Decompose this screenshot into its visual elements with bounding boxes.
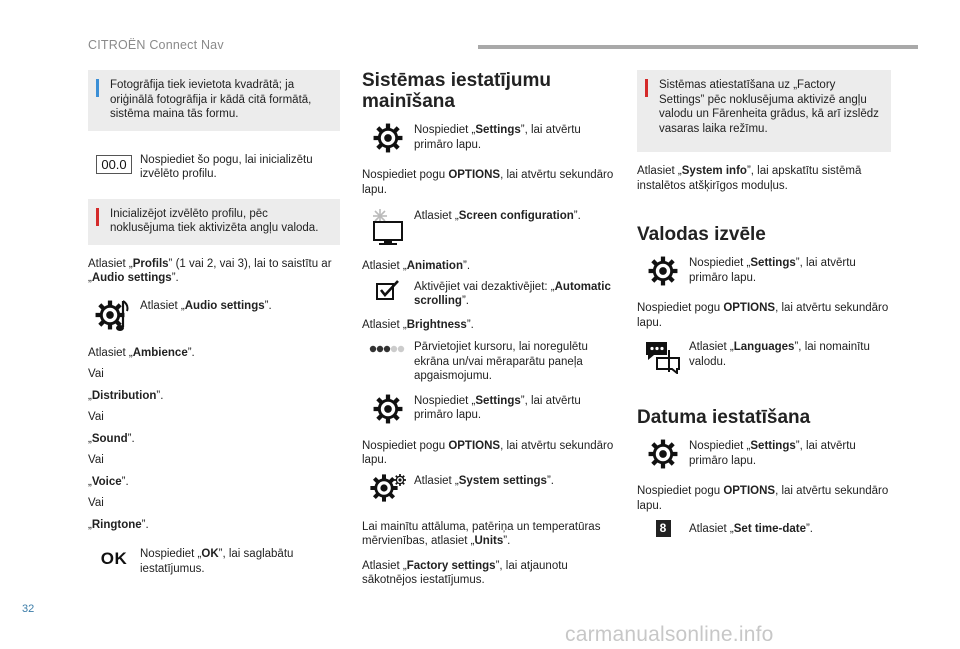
units-text: Lai mainītu attāluma, patēriņa un temperatūras mērvienības, atlasiet „Units”. bbox=[362, 520, 601, 547]
options-text: Nospiediet pogu OPTIONS, lai atvērtu sekundāro lapu. bbox=[637, 485, 889, 512]
column-2 bbox=[362, 70, 617, 588]
counter-row bbox=[88, 151, 340, 182]
system-settings-row bbox=[362, 472, 617, 506]
counter-text: Nospiediet šo pogu, lai inicializētu izvēlēto profilu. bbox=[140, 153, 313, 180]
section-title-language: Valodas izvēle bbox=[637, 224, 766, 245]
settings-row bbox=[637, 254, 891, 288]
auto-scroll-text: Aktivējiet vai dezaktivējiet: „Automatic scrolling”. bbox=[414, 280, 611, 307]
set-time-date-text: Atlasiet „Set time-date”. bbox=[689, 523, 813, 535]
sound-text: „Sound”. bbox=[88, 432, 135, 445]
column-3 bbox=[637, 70, 891, 537]
audio-settings-text: Atlasiet „Audio settings”. bbox=[140, 299, 272, 312]
brightness-slider-text: Pārvietojiet kursoru, lai noregulētu ekrāna un/vai mēraparātu paneļa apgaismojumu. bbox=[414, 341, 588, 382]
options-text: Nospiediet pogu OPTIONS, lai atvērtu sekundāro lapu. bbox=[362, 169, 614, 196]
screen-config-icon[interactable] bbox=[362, 207, 414, 247]
section-title-system: Sistēmas iestatījumu mainīšana bbox=[362, 70, 552, 112]
settings-text: Nospiediet „Settings”, lai atvērtu primāro lapu. bbox=[689, 257, 856, 284]
brightness-text: Atlasiet „Brightness”. bbox=[362, 318, 474, 331]
warning-marker-icon bbox=[96, 208, 99, 226]
auto-scroll-row bbox=[362, 278, 617, 309]
settings-text: Nospiediet „Settings”, lai atvērtu primāro lapu. bbox=[414, 394, 581, 421]
gear-icon[interactable] bbox=[362, 121, 414, 155]
ok-text: Nospiediet „OK”, lai saglabātu iestatījumus. bbox=[140, 548, 294, 575]
info-box-text: Fotogrāfija tiek ievietota kvadrātā; ja oriģinālā fotogrāfija ir kādā citā formātā, sistēma maina tās formu. bbox=[110, 79, 312, 120]
languages-icon[interactable] bbox=[637, 338, 689, 374]
warning-box-text: Inicializējot izvēlēto profilu, pēc noklusējuma tiek aktivizēta angļu valoda. bbox=[110, 207, 319, 234]
or-text: Vai bbox=[88, 411, 104, 423]
ok-button[interactable]: OK bbox=[100, 549, 128, 568]
reset-counter-button[interactable]: 00.0 bbox=[96, 155, 131, 174]
warning-marker-icon bbox=[645, 79, 648, 97]
gear-icon[interactable] bbox=[637, 254, 689, 288]
settings-row bbox=[362, 392, 617, 426]
or-text: Vai bbox=[88, 368, 104, 380]
warning-box bbox=[637, 70, 891, 152]
set-time-date-row bbox=[637, 520, 891, 537]
distribution-text: „Distribution”. bbox=[88, 389, 164, 402]
header-title: CITROËN Connect Nav bbox=[88, 38, 224, 52]
ambience-text: Atlasiet „Ambience”. bbox=[88, 346, 195, 359]
gear-icon[interactable] bbox=[637, 437, 689, 471]
gear-icon[interactable] bbox=[362, 392, 414, 426]
voice-text: „Voice”. bbox=[88, 475, 129, 488]
checkbox-icon[interactable] bbox=[362, 278, 414, 302]
ringtone-text: „Ringtone”. bbox=[88, 518, 149, 531]
system-settings-text: Atlasiet „System settings”. bbox=[414, 474, 554, 487]
ok-row bbox=[88, 545, 340, 576]
system-settings-icon[interactable] bbox=[362, 472, 414, 506]
step-badge: 8 bbox=[656, 520, 671, 537]
warning-box bbox=[88, 199, 340, 245]
settings-row bbox=[637, 437, 891, 471]
brightness-slider-row bbox=[362, 338, 617, 384]
step-badge-icon bbox=[637, 520, 689, 537]
settings-text: Nospiediet „Settings”, lai atvērtu primāro lapu. bbox=[689, 440, 856, 467]
languages-text: Atlasiet „Languages”, lai nomainītu valodu. bbox=[689, 341, 870, 368]
system-info-text: Atlasiet „System info”, lai apskatītu sistēmā instalētos atšķirīgos moduļus. bbox=[637, 165, 862, 192]
info-box bbox=[88, 70, 340, 131]
select-profiles-text: Atlasiet „Profils” (1 vai 2, vai 3), lai to saistītu ar „Audio settings”. bbox=[88, 257, 332, 284]
section-title-date: Datuma iestatīšana bbox=[637, 407, 811, 428]
options-text: Nospiediet pogu OPTIONS, lai atvērtu sekundāro lapu. bbox=[362, 439, 614, 466]
header-bar bbox=[478, 45, 918, 49]
animation-text: Atlasiet „Animation”. bbox=[362, 260, 471, 272]
languages-row bbox=[637, 338, 891, 374]
or-text: Vai bbox=[88, 497, 104, 509]
audio-settings-icon[interactable] bbox=[88, 297, 140, 335]
audio-settings-row bbox=[88, 297, 340, 335]
brightness-slider-icon[interactable] bbox=[362, 338, 414, 354]
options-text: Nospiediet pogu OPTIONS, lai atvērtu sekundāro lapu. bbox=[637, 302, 889, 329]
factory-settings-text: Atlasiet „Factory settings”, lai atjaunotu sākotnējos iestatījumus. bbox=[362, 559, 568, 586]
settings-row bbox=[362, 121, 617, 155]
screen-config-row bbox=[362, 207, 617, 247]
page-number: 32 bbox=[22, 603, 35, 615]
info-marker-icon bbox=[96, 79, 99, 97]
screen-config-text: Atlasiet „Screen configuration”. bbox=[414, 210, 581, 222]
or-text: Vai bbox=[88, 454, 104, 466]
settings-text: Nospiediet „Settings”, lai atvērtu primāro lapu. bbox=[414, 124, 581, 151]
watermark: carmanualsonline.info bbox=[565, 623, 774, 646]
column-1 bbox=[88, 70, 340, 576]
warning-box-text: Sistēmas atiestatīšana uz „Factory Settings” pēc noklusējuma aktivizē angļu valodu un Fārenheita grādus, kā arī izslēdz vasaras laika režīmu. bbox=[659, 79, 879, 135]
